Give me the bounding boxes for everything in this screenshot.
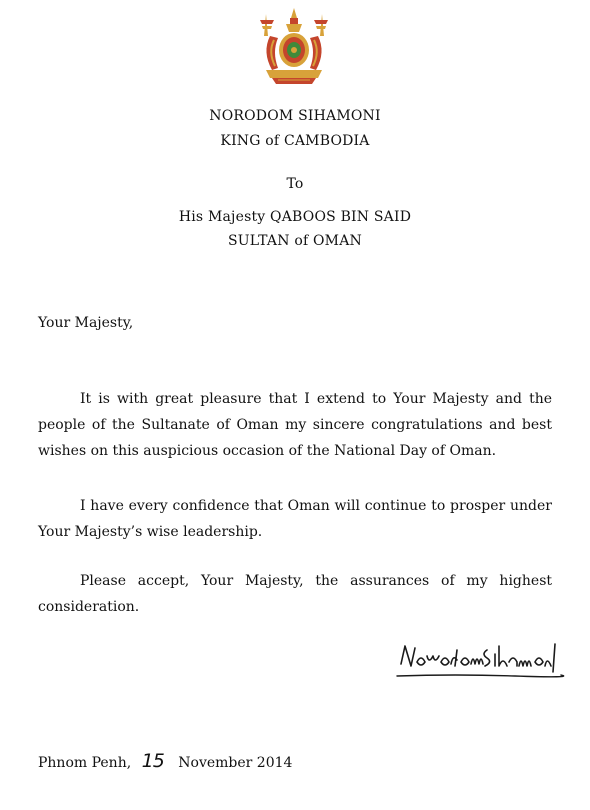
dateline-month-year: November 2014 — [178, 755, 293, 771]
dateline-place: Phnom Penh, — [38, 755, 132, 771]
handwritten-signature — [395, 636, 565, 686]
recipient-title: SULTAN of OMAN — [228, 233, 362, 249]
recipient-name: His Majesty QABOOS BIN SAID — [178, 209, 412, 225]
body-paragraph: It is with great pleasure that I extend to Your Majesty and the people of the Sultanate of Oman my sincere congratulations and best wishes on this auspicious occasion of the National Day of Oman. — [38, 391, 552, 459]
sender-title: KING of CAMBODIA — [220, 133, 370, 149]
body-paragraph: Please accept, Your Majesty, the assurances of my highest consideration. — [38, 573, 552, 615]
sender-name: NORODOM SIHAMONI — [209, 108, 381, 124]
salutation: Your Majesty, — [38, 315, 134, 331]
dateline — [38, 750, 292, 772]
dateline-day: 15 — [141, 750, 164, 772]
to-line: To — [286, 176, 304, 192]
body-paragraph: I have every confidence that Oman will continue to prosper under Your Majesty’s wise leadership. — [38, 498, 552, 540]
royal-coat-of-arms-icon — [252, 6, 336, 88]
